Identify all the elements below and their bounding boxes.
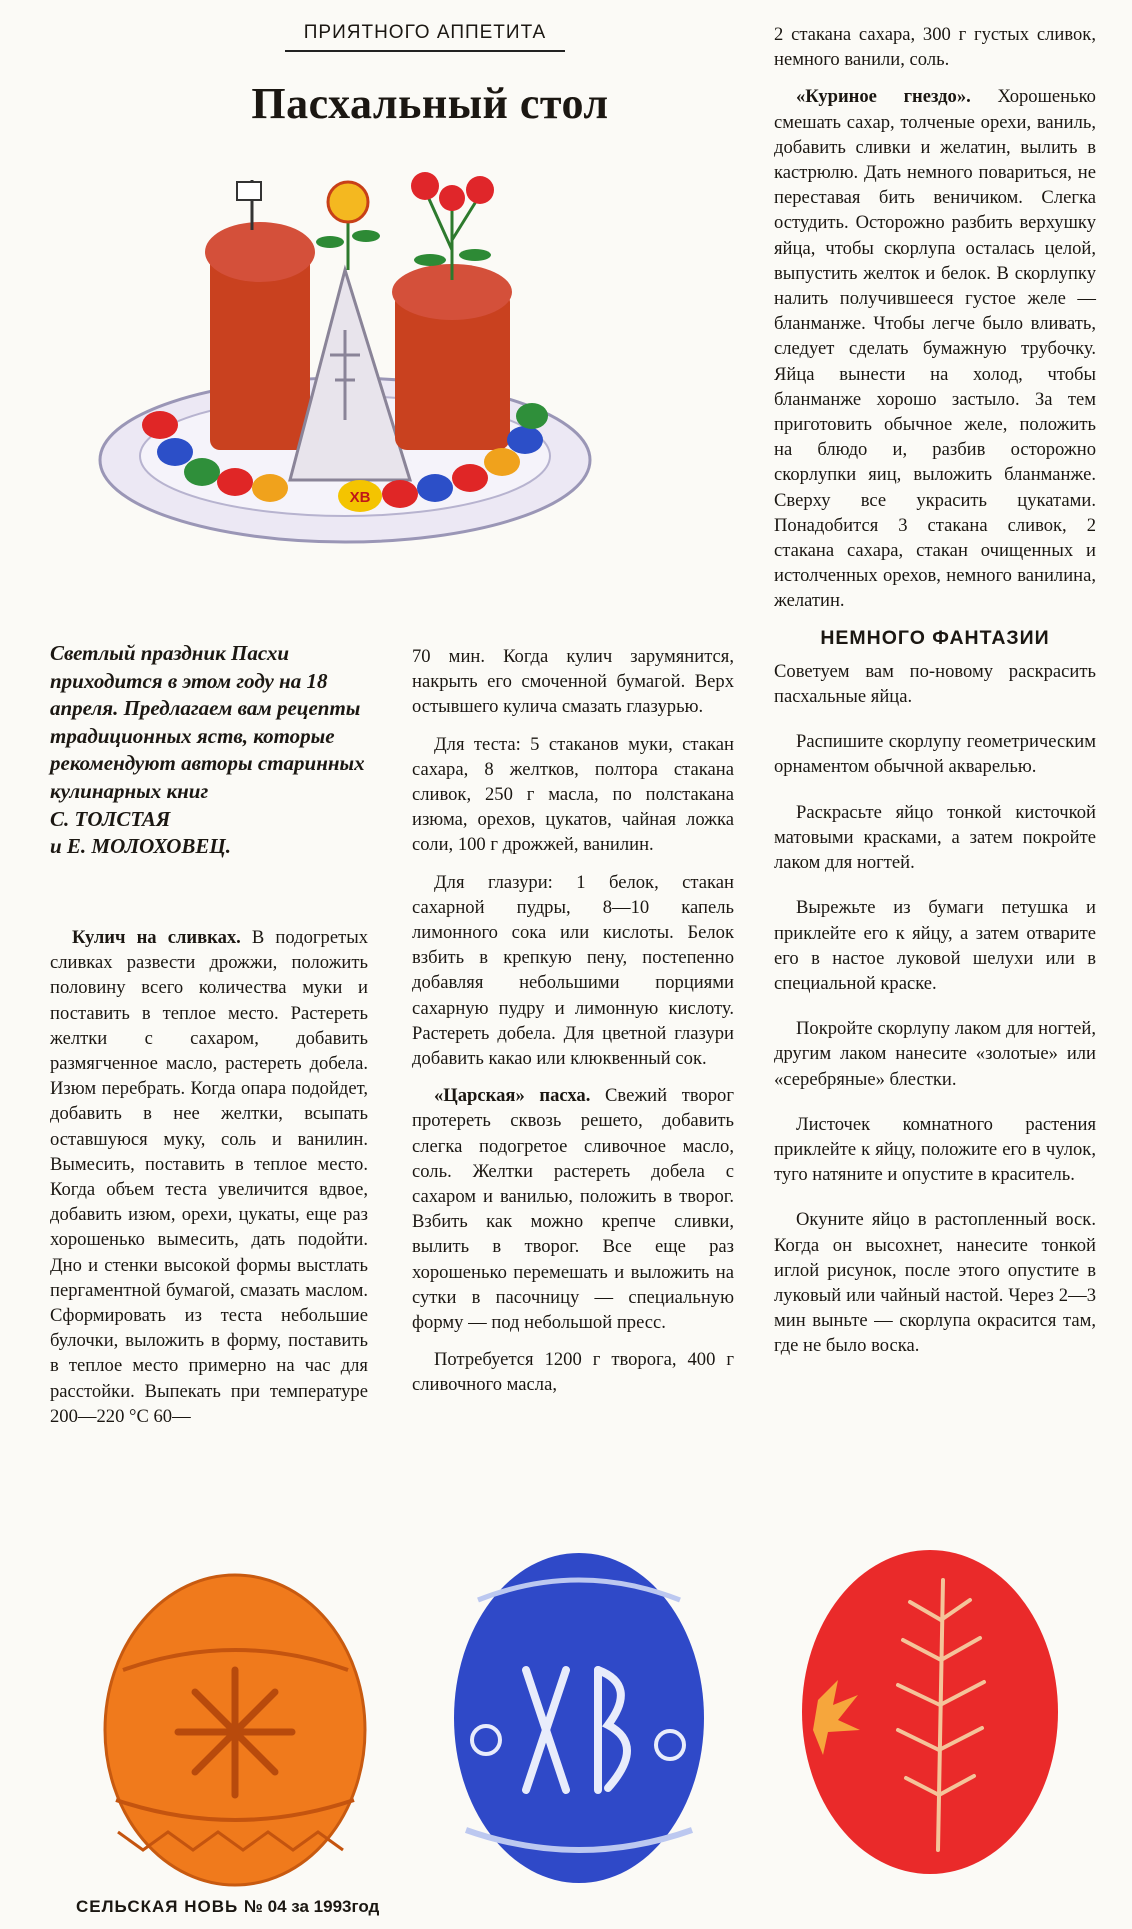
intro (50, 640, 380, 861)
easter-table-illustration (90, 160, 600, 560)
glaze-recipe: Для глазури: 1 белок, стакан сахарной пудры, 8—10 капель лимонного сока или кислоты. Белок взбить в крепкую пену, постепенно добавляя небольшими порциями сахарную пудру и лимонную кислоту. Растереть добела. Для цветной глазури добавить какао или клюквенный сок. (412, 871, 734, 1070)
intro-author-2: и Е. МОЛОХОВЕЦ. (50, 834, 231, 859)
nest-title: «Куриное гнездо». (796, 86, 971, 108)
rubric: ПРИЯТНОГО АППЕТИТА (285, 22, 565, 52)
page-title: Пасхальный стол (251, 79, 609, 128)
egg-letters: ХВ (349, 489, 371, 506)
intro-text: Светлый праздник Пасхи приходится в этом году на 18 апреля. Предлагаем вам рецепты традиционных яств, которые рекомендуют авторы старинных кулинарных книг (50, 641, 365, 803)
tip-item: Советуем вам по-новому раскрасить пасхальные яйца. (774, 660, 1096, 708)
tip-item: Окуните яйцо в растопленный воск. Когда он высохнет, нанесите тонкой иглой рисунок, после этого опустите в луковый или чайный настой. Через 2—3 мин выньте — скорлупа окрасится там, где не было воска. (774, 1209, 1096, 1357)
tip-item: Раскрасьте яйцо тонкой кисточкой матовыми красками, а затем покройте лаком для ногтей. (774, 801, 1096, 874)
fantasy-heading: НЕМНОГО ФАНТАЗИИ (820, 626, 1050, 649)
column-2 (412, 644, 734, 1410)
footer (76, 1897, 379, 1917)
pascha-title: «Царская» пасха. (434, 1085, 591, 1107)
tip-item: Листочек комнатного растения приклейте к яйцу, положите его в чулок, туго натяните и опустите в краситель. (774, 1113, 1096, 1186)
tip-item: Вырежьте из бумаги петушка и приклейте его к яйцу, а затем отварите его в настое луковой шелухи или в специальной краске. (774, 897, 1096, 994)
intro-author-1: С. ТОЛСТАЯ (50, 806, 171, 831)
blue-egg-illustration (448, 1540, 710, 1888)
column-1 (50, 925, 368, 1441)
dough-ingredients: Для теста: 5 стаканов муки, стакан сахара, 8 желтков, полтора стакана сливок, 250 г масла, по полстакана изюма, орехов, цукатов, чайная ложка соли, 100 г дрожжей, ванилин. (412, 733, 734, 856)
magazine-name: СЕЛЬСКАЯ НОВЬ (76, 1897, 239, 1916)
kulich-text: В подогретых сливках развести дрожжи, положить половину всего количества муки и поставить в теплое место. Растереть желтки с сахаром, добавить размягченное масло, растереть добела. Изюм перебрать. Когда опара подойдет, добавить в нее желтки, всыпать оставшуюся муку, соль и ванилин. Вымесить, поставить в теплое место. Когда объем теста увеличится вдвое, добавить изюм, орехи, цукаты, еще раз хорошенько вымесить, дать подойти. Дно и стенки высокой формы выстлать пергаментной бумагой, смазать маслом. Сформировать из теста небольшие булочки, выложить в форму, поставить в теплое место примерно на час для расстойки. Выпекать при температуре 200—220 °С 60— (50, 927, 368, 1427)
pascha-text: Свежий творог протереть сквозь решето, добавить слегка подогретое сливочное масло, соль. Желтки растереть добела с сахаром и ванилью, положить в творог. Взбить как можно крепче сливки, вылить в творог. Все еще раз хорошенько перемешать и выложить на сутки в пасочницу — специальную форму — под небольшой пресс. (412, 1085, 734, 1334)
nest-text: Хорошенько смешать сахар, толченые орехи, ваниль, добавить сливки и желатин, вылить в кастрюлю. Дать немного повариться, не переставая бить веничиком. Слегка остудить. Осторожно разбить верхушку яйца, чтобы скорлупа осталась целой, выпустить желток и белок. В скорлупку налить получившееся густое желе — бланманже. Чтобы легче было вливать, следует сделать бумажную трубочку. Яйца вынести на холод, чтобы бланманже хорошо застыло. За тем приготовить обычное желе, положить на блюдо и, разбив осторожно скорлупки яиц, выложить бланманже. Сверху все украсить цукатами. Понадобится 3 стакана сливок, 2 стакана сахара, стакан очищенных и истолченных орехов, немного ванилина, желатин. (774, 86, 1096, 612)
col3-paragraph-1: 2 стакана сахара, 300 г густых сливок, немного ванили, соль. (774, 24, 1096, 71)
kulich-title: Кулич на сливках. (72, 927, 241, 948)
red-egg-illustration (798, 1540, 1063, 1880)
tip-item: Покройте скорлупу лаком для ногтей, другим лаком нанесите «золотые» или «серебряные» блестки. (774, 1018, 1096, 1090)
tip-item: Распишите скорлупу геометрическим орнаментом обычной акварелью. (774, 731, 1096, 778)
col2-paragraph-1: 70 мин. Когда кулич зарумянится, накрыть его смоченной бумагой. Верх остывшего кулича смазать глазурью. (412, 646, 734, 718)
issue-number: № 04 за 1993год (243, 1897, 380, 1916)
column-3 (774, 22, 1096, 1379)
orange-egg-illustration (98, 1560, 373, 1890)
pascha-ingredients: Потребуется 1200 г творога, 400 г сливочного масла, (412, 1349, 734, 1396)
